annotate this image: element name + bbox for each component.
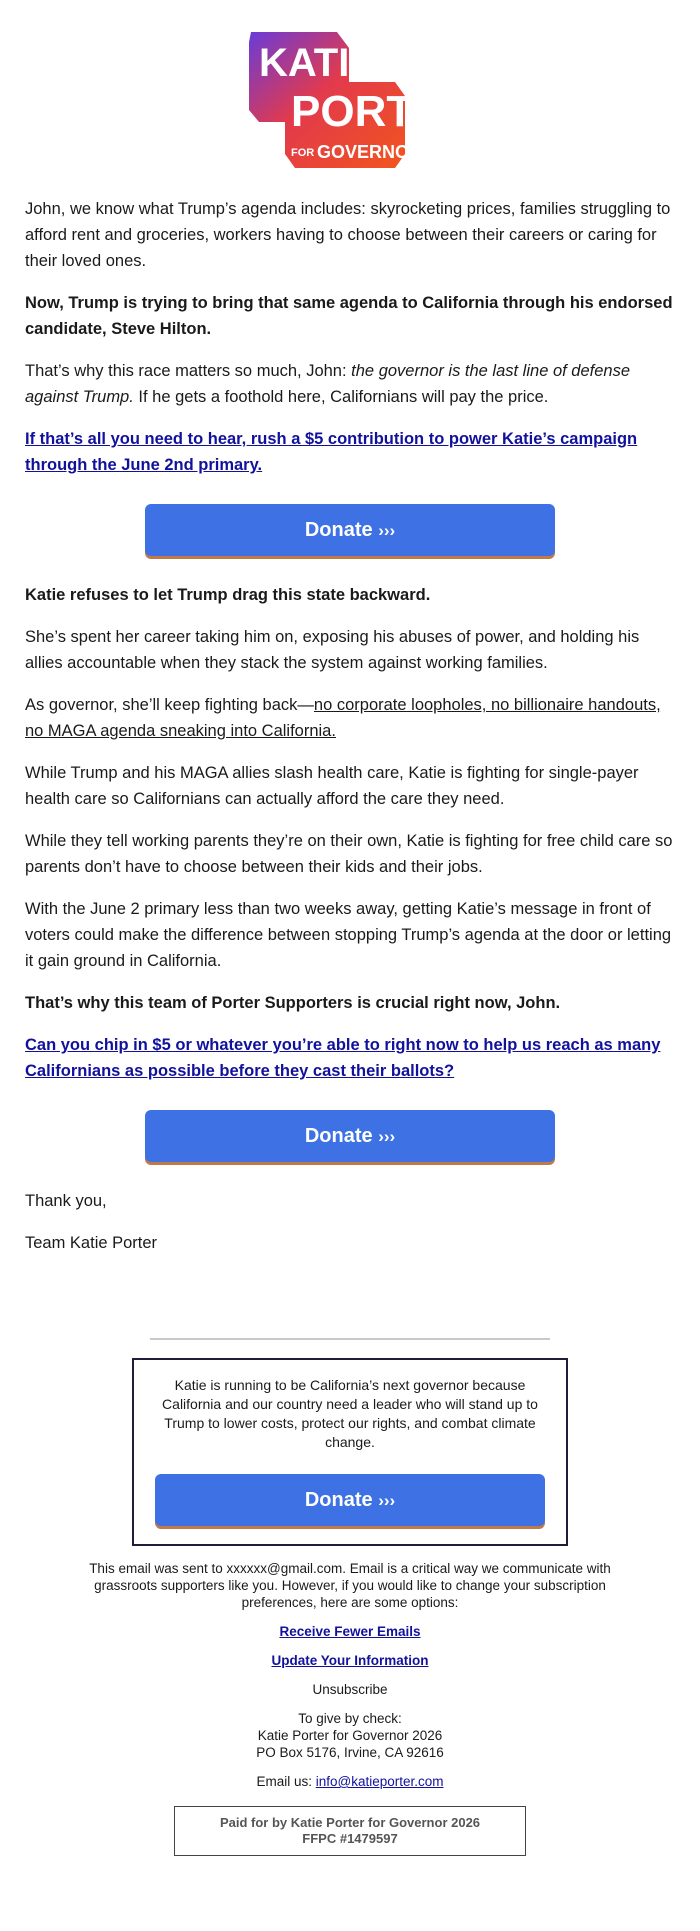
donate-button-label: Donate: [304, 1489, 373, 1511]
paragraph-race-matters-post: If he gets a foothold here, Californians will pay the price.: [133, 388, 549, 406]
paragraph-fighting-back: [25, 692, 675, 744]
check-line-1: To give by check:: [298, 1711, 402, 1726]
logo-line3-small: FOR: [291, 147, 315, 159]
donate-row-1: [25, 504, 675, 556]
footer: [0, 1560, 700, 1790]
paragraph-hilton: Now, Trump is trying to bring that same agenda to California through his endorsed candidate, Steve Hilton.: [25, 294, 673, 338]
paid-for-line-1: Paid for by Katie Porter for Governor 2026: [219, 1815, 481, 1830]
paragraph-child-care: While they tell working parents they’re on their own, Katie is fighting for free child care so parents don’t have to choose between their kids and their jobs.: [25, 832, 673, 876]
unsubscribe-link[interactable]: Unsubscribe: [312, 1682, 388, 1697]
update-information-link[interactable]: Update Your Information: [271, 1653, 429, 1668]
contribution-link-1[interactable]: If that’s all you need to hear, rush a $5 contribution to power Katie’s campaign through the June 2nd primary.: [25, 430, 638, 474]
check-line-3: PO Box 5176, Irvine, CA 92616: [256, 1745, 444, 1760]
logo-line3-big: GOVERNOR: [317, 142, 423, 162]
paragraph-fighting-back-underline: no corporate loopholes, no billionaire handouts, no MAGA agenda sneaking into California.: [25, 696, 661, 740]
logo-line2: PORTER: [291, 87, 475, 136]
paid-for-box: [174, 1806, 526, 1856]
divider: [150, 1338, 550, 1340]
paragraph-health-care: While Trump and his MAGA allies slash health care, Katie is fighting for single-payer health care so Californians can actually afford the care they need.: [25, 764, 639, 808]
footer-check-address: [70, 1710, 630, 1761]
donate-button-1[interactable]: [145, 504, 555, 556]
signature: Team Katie Porter: [25, 1234, 158, 1252]
paid-for-line-2: FFPC #1479597: [302, 1831, 398, 1846]
katie-porter-logo: [245, 30, 475, 170]
link-paragraph-1: [25, 426, 675, 478]
footer-email-row: [70, 1773, 630, 1790]
donate-button-2[interactable]: [145, 1110, 555, 1162]
donate-row-2: [25, 1110, 675, 1162]
donate-arrows-icon: ›››: [378, 1491, 396, 1510]
mission-box: [132, 1358, 568, 1546]
contribution-link-2[interactable]: Can you chip in $5 or whatever you’re able to right now to help us reach as many Californians as possible before they cast their ballots?: [25, 1036, 661, 1080]
paragraph-career: She’s spent her career taking him on, exposing his abuses of power, and holding his allies accountable when they stack the system against working families.: [25, 628, 640, 672]
paragraph-fighting-back-pre: As governor, she’ll keep fighting back—: [25, 696, 314, 714]
email-address-link[interactable]: info@katieporter.com: [315, 1774, 444, 1789]
paragraph-race-matters-italic: the governor is the last line of defense against Trump.: [25, 362, 631, 406]
paragraph-primary: With the June 2 primary less than two weeks away, getting Katie’s message in front of voters could make the difference between stopping Trump’s agenda at the door or letting it gain ground in California.: [25, 900, 672, 970]
paragraph-intro: John, we know what Trump’s agenda includes: skyrocketing prices, families struggling to afford rent and groceries, workers having to choose between their careers or caring for their loved ones.: [25, 200, 671, 270]
thank-you: Thank you,: [25, 1192, 107, 1210]
paragraph-team: That’s why this team of Porter Supporters is crucial right now, John.: [25, 994, 561, 1012]
email-body: [0, 30, 700, 1856]
check-line-2: Katie Porter for Governor 2026: [257, 1728, 443, 1743]
donate-arrows-icon: ›››: [378, 521, 396, 540]
donate-button-label: Donate: [304, 1125, 373, 1147]
email-label: Email us:: [256, 1774, 316, 1789]
footer-fewer-emails-row: [70, 1623, 630, 1640]
footer-update-info-row: [70, 1652, 630, 1669]
donate-button-label: Donate: [304, 519, 373, 541]
receive-fewer-emails-link[interactable]: Receive Fewer Emails: [279, 1624, 421, 1639]
donate-arrows-icon: ›››: [378, 1127, 396, 1146]
logo-line1: KATIE: [259, 41, 377, 85]
mission-text: Katie is running to be California’s next governor because California and our country need a leader who will stand up to Trump to lower costs, protect our rights, and combat climate change.: [162, 1377, 538, 1450]
donate-button-3[interactable]: [155, 1474, 545, 1526]
paragraph-refuses: Katie refuses to let Trump drag this state backward.: [25, 586, 431, 604]
link-paragraph-2: [25, 1032, 675, 1084]
footer-sent-to: This email was sent to xxxxxx@gmail.com. Email is a critical way we communicate with grassroots supporters like you. However, if you would like to change your subscription preferences, here are some options:: [89, 1561, 611, 1610]
paragraph-race-matters: [25, 358, 675, 410]
paragraph-race-matters-pre: That’s why this race matters so much, John:: [25, 362, 352, 380]
message-content: [0, 196, 700, 1256]
